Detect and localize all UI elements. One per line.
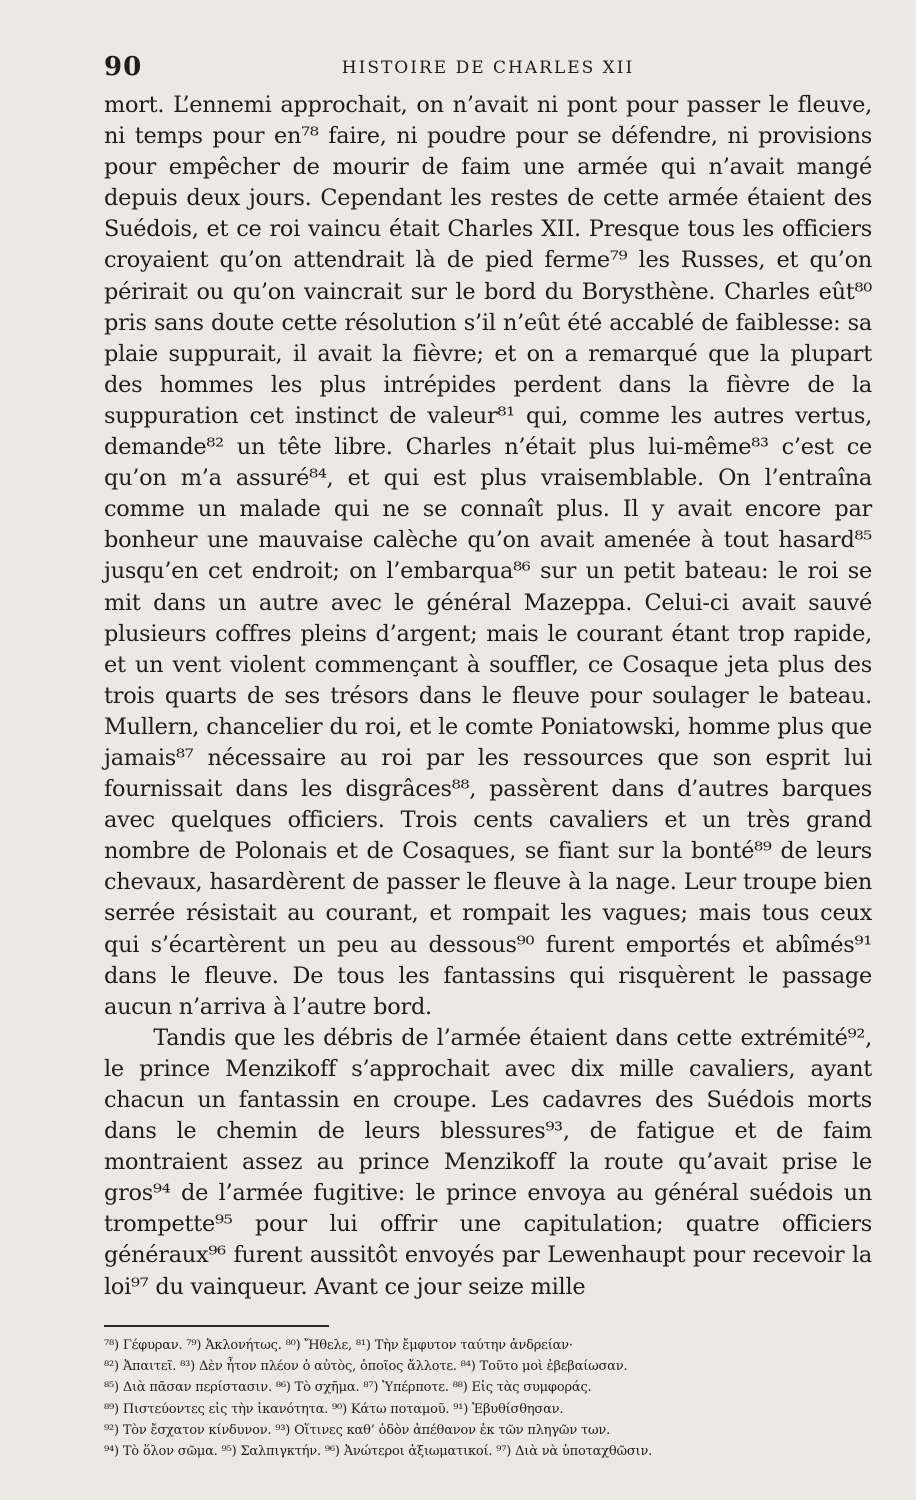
footnote-line: ⁸⁹) Πιστεύοντες εἰς τὴν ἱκανότητα. ⁹⁰) Κάτω ποταμοῦ. ⁹¹) Ἐβυθίσθησαν. bbox=[104, 1401, 564, 1417]
footnote-line: ⁸⁵) Διὰ πᾶσαν περίστασιν. ⁸⁶) Τὸ σχῆμα. ⁸⁷) Ὑπέρποτε. ⁸⁸) Εἰς τὰς συμφοράς. bbox=[104, 1380, 592, 1396]
footnotes bbox=[104, 1335, 872, 1463]
footnote-rule bbox=[104, 1325, 329, 1327]
footnote-line: ⁸²) Ἀπαιτεῖ. ⁸³) Δὲν ἦτον πλέον ὁ αὐτὸς, ὁποῖος ἄλλοτε. ⁸⁴) Τοῦτο μοὶ ἐβεβαίωσαν. bbox=[104, 1358, 628, 1374]
page-header bbox=[104, 52, 872, 88]
footnote-line: ⁹²) Τὸν ἔσχατον κίνδυνον. ⁹³) Οἵτινες καθ’ ὁδὸν ἀπέθανον ἐκ τῶν πληγῶν των. bbox=[104, 1422, 610, 1438]
body-text bbox=[104, 90, 872, 1303]
footnote-line: ⁷⁸) Γέφυραν. ⁷⁹) Ἀκλονήτως. ⁸⁰) Ἤθελε, ⁸¹) Τὴν ἔμφυτον ταύτην ἀνδρείαν· bbox=[104, 1337, 573, 1353]
paragraph: Tandis que les débris de l’armée étaient dans cette extrémité⁹², le prince Menzikoff s’approchait avec dix mille cavaliers, ayant chacun un fantassin en croupe. Les cadavres des Suédois morts dans le chemin de leurs blessures⁹³, de fatigue et de faim montraient assez au prince Menzikoff la route qu’avait prise le gros⁹⁴ de l’armée fugitive: le prince envoya au général suédois un trompette⁹⁵ pour lui offrir une capitulation; quatre officiers généraux⁹⁶ furent aussitôt envoyés par Lewenhaupt pour recevoir la loi⁹⁷ du vainqueur. Avant ce jour seize mille bbox=[104, 1024, 872, 1300]
footnote-line: ⁹⁴) Τὸ ὅλον σῶμα. ⁹⁵) Σαλπιγκτήν. ⁹⁶) Ἀνώτεροι ἀξιωματικοί. ⁹⁷) Διὰ νὰ ὑποταχθῶσιν. bbox=[104, 1444, 653, 1460]
paragraph: mort. L’ennemi approchait, on n’avait ni pont pour passer le fleuve, ni temps pour en⁷⁸ faire, ni poudre pour se défendre, ni provisions pour empêcher de mourir de faim une armée qui n’avait mangé depuis deux jours. Cependant les restes de cette armée étaient des Suédois, et ce roi vaincu était Charles XII. Presque tous les officiers croyaient qu’on attendrait là de pied ferme⁷⁹ les Russes, et qu’on périrait ou qu’on vaincrait sur le bord du Borysthène. Charles eût⁸⁰ pris sans doute cette résolution s’il n’eût été accablé de faiblesse: sa plaie suppurait, il avait la fièvre; et on a remarqué que la plupart des hommes les plus intrépides perdent dans la fièvre de la suppuration cet instinct de valeur⁸¹ qui, comme les autres vertus, demande⁸² un tête libre. Charles n’était plus lui-même⁸³ c’est ce qu’on m’a assuré⁸⁴, et qui est plus vraisemblable. On l’entraîna comme un malade qui ne se connaît plus. Il y avait encore par bonheur une mauvaise calèche qu’on avait amenée à tout hasard⁸⁵ jusqu’en cet endroit; on l’embarqua⁸⁶ sur un petit bateau: le roi se mit dans un autre avec le général Mazeppa. Celui-ci avait sauvé plusieurs coffres pleins d’argent; mais le courant étant trop rapide, et un vent violent commençant à souffler, ce Cosaque jeta plus des trois quarts de ses trésors dans le fleuve pour soulager le bateau. Mullern, chancelier du roi, et le comte Poniatowski, homme plus que jamais⁸⁷ nécessaire au roi par les ressources que son esprit lui fournissait dans les disgrâces⁸⁸, passèrent dans d’autres barques avec quelques officiers. Trois cents cavaliers et un très grand nombre de Polonais et de Cosaques, se fiant sur la bonté⁸⁹ de leurs chevaux, hasardèrent de passer le fleuve à la nage. Leur troupe bien serrée résistait au courant, et rompait les vagues; mais tous ceux qui s’écartèrent un peu au dessous⁹⁰ furent emportés et abîmés⁹¹ dans le fleuve. De tous les fantassins qui risquèrent le passage aucun n’arriva à l’autre bord. bbox=[104, 92, 872, 1020]
page-number: 90 bbox=[104, 52, 143, 82]
running-head: HISTOIRE DE CHARLES XII bbox=[341, 58, 635, 78]
